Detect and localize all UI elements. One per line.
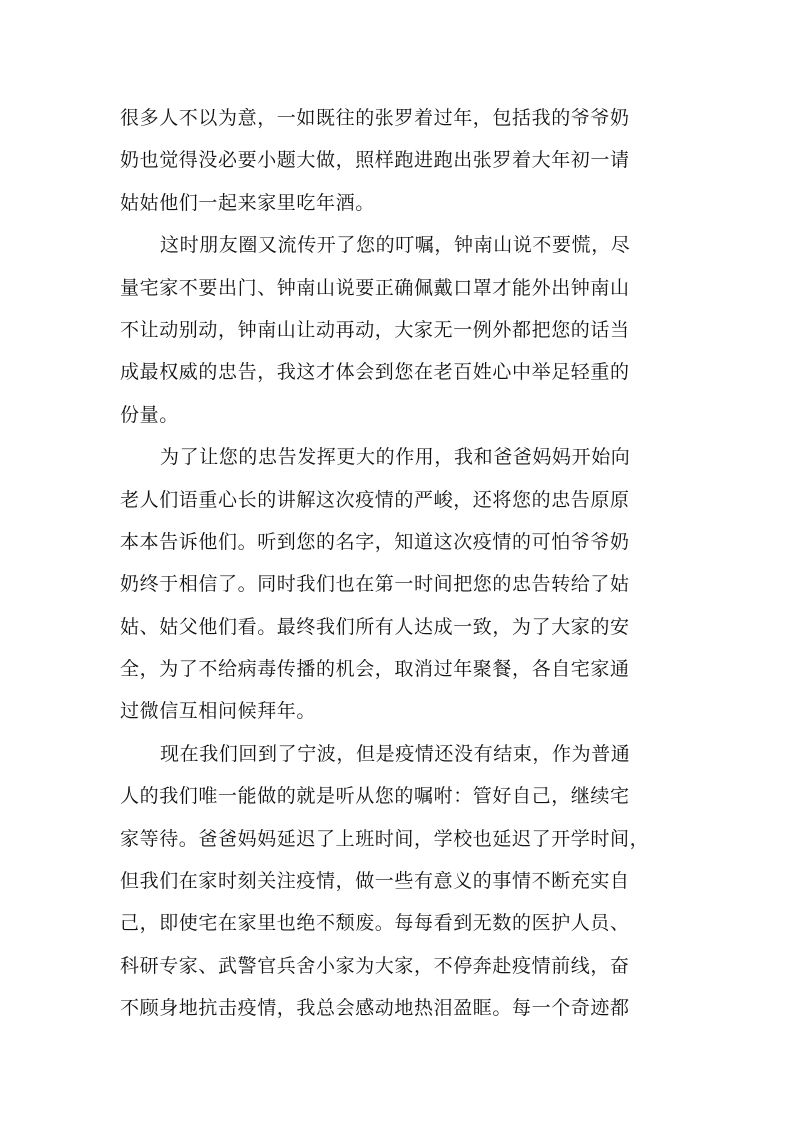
text-line: 科研专家、武警官兵舍小家为大家，不停奔赴疫情前线，奋 — [120, 954, 630, 977]
text-line: 但我们在家时刻关注疫情，做一些有意义的事情不断充实自 — [120, 870, 630, 893]
text-line: 奶也觉得没必要小题大做，照样跑进跑出张罗着大年初一请 — [120, 149, 630, 172]
text-line: 老人们语重心长的讲解这次疫情的严峻，还将您的忠告原原 — [120, 488, 630, 511]
text-line: 现在我们回到了宁波，但是疫情还没有结束，作为普通 — [160, 742, 631, 765]
document-body — [120, 97, 676, 1030]
text-line: 全，为了不给病毒传播的机会，取消过年聚餐，各自宅家通 — [120, 658, 630, 681]
text-line: 不顾身地抗击疫情，我总会感动地热泪盈眶。每一个奇迹都 — [120, 997, 630, 1020]
text-line: 姑、姑父他们看。最终我们所有人达成一致，为了大家的安 — [120, 615, 630, 638]
text-line: 不让动别动，钟南山让动再动，大家无一例外都把您的话当 — [120, 318, 630, 341]
text-line: 奶终于相信了。同时我们也在第一时间把您的忠告转给了姑 — [120, 573, 630, 596]
text-line: 这时朋友圈又流传开了您的叮嘱，钟南山说不要慌，尽 — [160, 234, 631, 257]
text-line: 过微信互相问候拜年。 — [120, 700, 317, 723]
text-line: 家等待。爸爸妈妈延迟了上班时间，学校也延迟了开学时间， — [120, 827, 650, 850]
text-line: 很多人不以为意，一如既往的张罗着过年，包括我的爷爷奶 — [120, 107, 630, 129]
text-line: 本本告诉他们。听到您的名字，知道这次疫情的可怕爷爷奶 — [120, 530, 630, 553]
text-line: 己，即使宅在家里也绝不颓废。每每看到无数的医护人员、 — [120, 912, 630, 935]
text-line: 份量。 — [120, 403, 179, 426]
text-line: 成最权威的忠告，我这才体会到您在老百姓心中举足轻重的 — [120, 361, 630, 384]
text-line: 姑姑他们一起来家里吃年酒。 — [120, 191, 375, 214]
text-line: 人的我们唯一能做的就是听从您的嘱咐：管好自己，继续宅 — [120, 785, 630, 808]
text-line: 为了让您的忠告发挥更大的作用，我和爸爸妈妈开始向 — [160, 446, 631, 469]
text-line: 量宅家不要出门、钟南山说要正确佩戴口罩才能外出钟南山 — [120, 276, 630, 299]
